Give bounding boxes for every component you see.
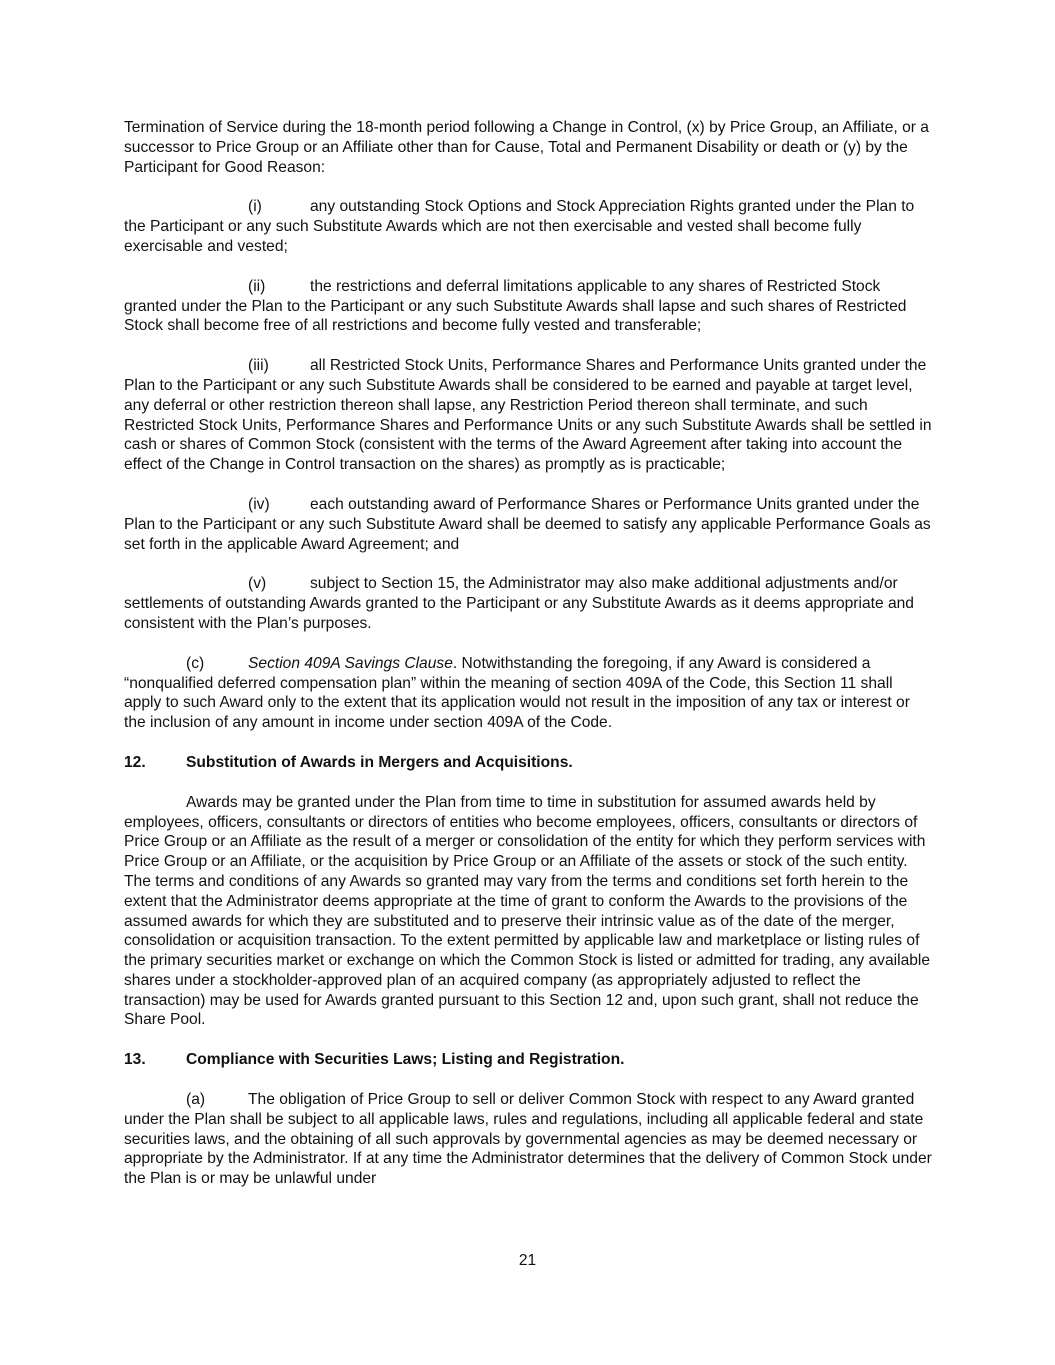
item-number: (iv) [248,495,270,513]
clause-c-number: (c) [186,654,205,672]
section-12-paragraph [124,793,934,1031]
list-item [124,574,934,633]
clause-c-text: . Notwithstanding the foregoing, if any Award is considered a “nonqualified deferred compensation plan” within the meaning of section 409A of the Code, this Section 11 shall apply to such Award only to the extent that its application would not result in the imposition of any tax or interest or the inclusion of any amount in income under section 409A of the Code. [124,654,910,732]
section-13-title: Compliance with Securities Laws; Listing and Registration. [186,1051,625,1069]
section-13-clause-a [124,1090,934,1189]
clause-a-number: (a) [186,1091,206,1109]
item-number: (i) [248,198,262,216]
section-12-number: 12. [124,753,146,771]
clause-c-paragraph [124,654,934,733]
section-13-heading [124,1050,934,1070]
item-text: subject to Section 15, the Administrator may also make additional adjustments and/or settlements of outstanding Awards granted to the Participant or any Substitute Awards as it deems appropriate and consistent with the Plan’s purposes. [124,575,914,632]
clause-a-text: The obligation of Price Group to sell or deliver Common Stock with respect to any Award granted under the Plan shall be subject to all applicable laws, rules and regulations, including all applicable federal and state securities laws, and the obtaining of all such approvals by governmental agencies as may be deemed necessary or appropriate by the Administrator. If at any time the Administrator determines that the delivery of Common Stock under the Plan is or may be unlawful under [124,1091,932,1188]
item-number: (v) [248,575,267,593]
page-number: 21 [518,1252,537,1269]
item-text: the restrictions and deferral limitations applicable to any shares of Restricted Stock granted under the Plan to the Participant or any such Substitute Awards shall lapse and such shares of Restricted Stock shall become free of all restrictions and become fully vested and transferable; [124,277,907,335]
clause-c-title: Section 409A Savings Clause [248,654,453,672]
list-item [124,277,934,336]
list-item [124,356,934,475]
item-number: (iii) [248,357,269,375]
item-text: each outstanding award of Performance Shares or Performance Units granted under the Plan to the Participant or any such Substitute Award shall be deemed to satisfy any applicable Performance Goals as set forth in the applicable Award Agreement; and [124,495,931,553]
document-body [124,118,934,1189]
intro-paragraph: Termination of Service during the 18-month period following a Change in Control, (x) by Price Group, an Affiliate, or a successor to Price Group or an Affiliate other than for Cause, Total and Permanent Disability or death or (y) by the Participant for Good Reason: [124,119,929,176]
section-12-title: Substitution of Awards in Mergers and Acquisitions. [186,753,573,771]
list-item [124,495,934,554]
item-text: any outstanding Stock Options and Stock Appreciation Rights granted under the Plan to the Participant or any such Substitute Awards which are not then exercisable and vested shall become fully exercisable and vested; [124,198,915,255]
item-text: all Restricted Stock Units, Performance Shares and Performance Units granted under the Plan to the Participant or any such Substitute Awards shall be considered to be earned and payable at target level, any deferral or other restriction thereon shall lapse, any Restriction Period thereon shall terminate, and such Restricted Stock Units, Performance Shares and Performance Units or any such Substitute Awards shall be settled in cash or shares of Common Stock (consistent with the terms of the Award Agreement after taking into account the effect of the Change in Control transaction on the shares) as promptly as is practicable; [124,357,932,474]
list-item [124,197,934,256]
section-13-number: 13. [124,1051,146,1069]
section-12-heading [124,753,934,773]
item-number: (ii) [248,277,266,295]
section-12-text: Awards may be granted under the Plan from time to time in substitution for assumed awards held by employees, officers, consultants or directors of entities who become employees, officers, consultants or directors of Price Group or an Affiliate as the result of a merger or consolidation of the entity for which they perform services with Price Group or an Affiliate, or the acquisition by Price Group or an Affiliate of the assets or stock of the such entity. The terms and conditions of any Awards so granted may vary from the terms and conditions set forth herein to the extent that the Administrator deems appropriate at the time of grant to conform the Awards to the provisions of the assumed awards for which they are substituted and to preserve their intrinsic value as of the date of the merger, consolidation or acquisition transaction. To the extent permitted by applicable law and marketplace or listing rules of the primary securities market or exchange on which the Common Stock is listed or admitted for trading, any available shares under a stockholder-approved plan of an acquired company (as appropriately adjusted to reflect the transaction) may be used for Awards granted pursuant to this Section 12 and, upon such grant, shall not reduce the Share Pool. [124,793,931,1029]
